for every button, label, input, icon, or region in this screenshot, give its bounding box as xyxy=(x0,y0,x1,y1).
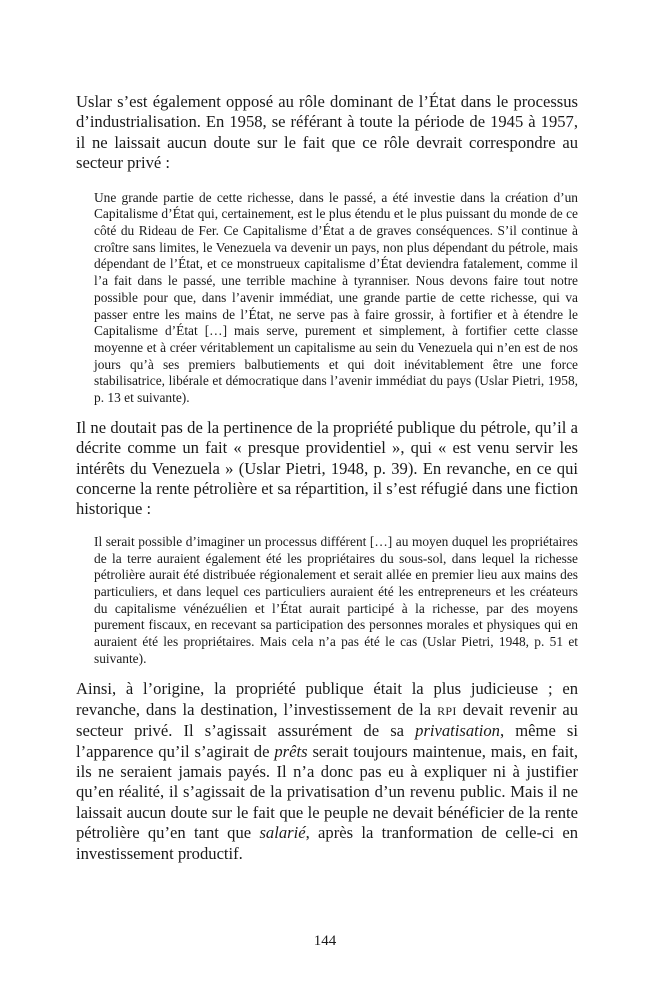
rpi-abbreviation: RPI xyxy=(437,703,457,718)
paragraph-public-ownership: Il ne doutait pas de la pertinence de la propriété publique du pétrole, qu’il a décrite comme un fait « presque providentiel », qui « est venu servir les intérêts du Venezuela » (Uslar Pietri, 1948, p. 39). En revanche, en ce qui concerne la rente pétrolière et sa répartition, il s’est réfugié dans une fiction historique : xyxy=(76,417,578,519)
emphasis-privatisation: privatisation xyxy=(415,721,500,741)
emphasis-prets: prêts xyxy=(274,741,308,761)
emphasis-salarie: salarié xyxy=(259,823,306,843)
block-quote-1958: Une grande partie de cette richesse, dans le passé, a été investie dans la création d’un Capitalisme d’État qui, certainement, est le plus étendu et le plus puissant du monde de ce côté du Rideau de Fer. Ce Capitalisme d’État a de graves conséquences. S’il continue à croître sans limites, le Venezuela va devenir un pays, non plus dépendant du pétrole, mais dépendant de l’État, et ce monstrueux capitalisme d’État deviendra fatalement, comme il l’a fait dans le passé, une terrible machine à tyranniser. Nous devons faire tout notre possible pour que, dans l’avenir immédiat, une grande partie de cette richesse, qui va passer entre les mains de l’État, ne serve pas à faire grossir, à fortifier et à étendre le Capitalisme d’État […] mais serve, purement et simplement, à fortifier cette classe moyenne et à créer véritablement un capitalisme au sein du Venezuela qui n’en est de nos jours qu’à ses premiers balbutiements et qui doit inévitablement être une force stabilisatrice, libérale et démocratique dans l’avenir immédiat du pays (Uslar Pietri, 1958, p. 13 et suivante). xyxy=(94,189,578,406)
text-segment: Ainsi, à l’origine, la propriété publique était la plus judicieuse ; en revanche, dans la destination, l’investissement de la xyxy=(76,679,578,719)
text-segment: , après la tranformation de celle-ci en investissement productif. xyxy=(76,823,578,863)
text-segment: devait revenir au secteur privé. Il s’agissait assurément de sa xyxy=(76,699,579,741)
page-body xyxy=(76,92,578,864)
paragraph-intro: Uslar s’est également opposé au rôle dominant de l’État dans le processus d’industrialisation. En 1958, se référant à toute la période de 1945 à 1957, il ne laissait aucun doute sur le fait que ce rôle devrait correspondre au secteur privé : xyxy=(76,92,578,173)
paragraph-privatisation xyxy=(76,679,578,864)
page-number: 144 xyxy=(313,933,337,949)
block-quote-1948: Il serait possible d’imaginer un processus différent […] au moyen duquel les propriétaires de la terre auraient également été les propriétaires du sous-sol, dans lequel la richesse pétrolière aurait été distribuée régionalement et serait allée en premier lieu aux mains des particuliers, et dans lequel ces particuliers auraient été les entrepreneurs et les créateurs du capitalisme vénézuélien et l’État aurait participé à la richesse, par des moyens purement fiscaux, en recevant sa participation des personnes morales et physiques qui en auraient été les propriétaires. Mais cela n’a pas été le cas (Uslar Pietri, 1948, p. 51 et suivante). xyxy=(94,533,578,666)
text-segment: , même si l’apparence qu’il s’agirait de xyxy=(76,721,579,761)
text-segment: serait toujours maintenue, mais, en fait, ils ne seraient jamais payés. Il n’a donc pas eu à expliquer ni à justifier qu’en réalité, il s’agissait de la privatisation d’un revenu public. Mais il ne laissait aucun doute sur le fait que le peuple ne devait bénéficier de la rente pétrolière qu’en tant que xyxy=(76,741,578,843)
